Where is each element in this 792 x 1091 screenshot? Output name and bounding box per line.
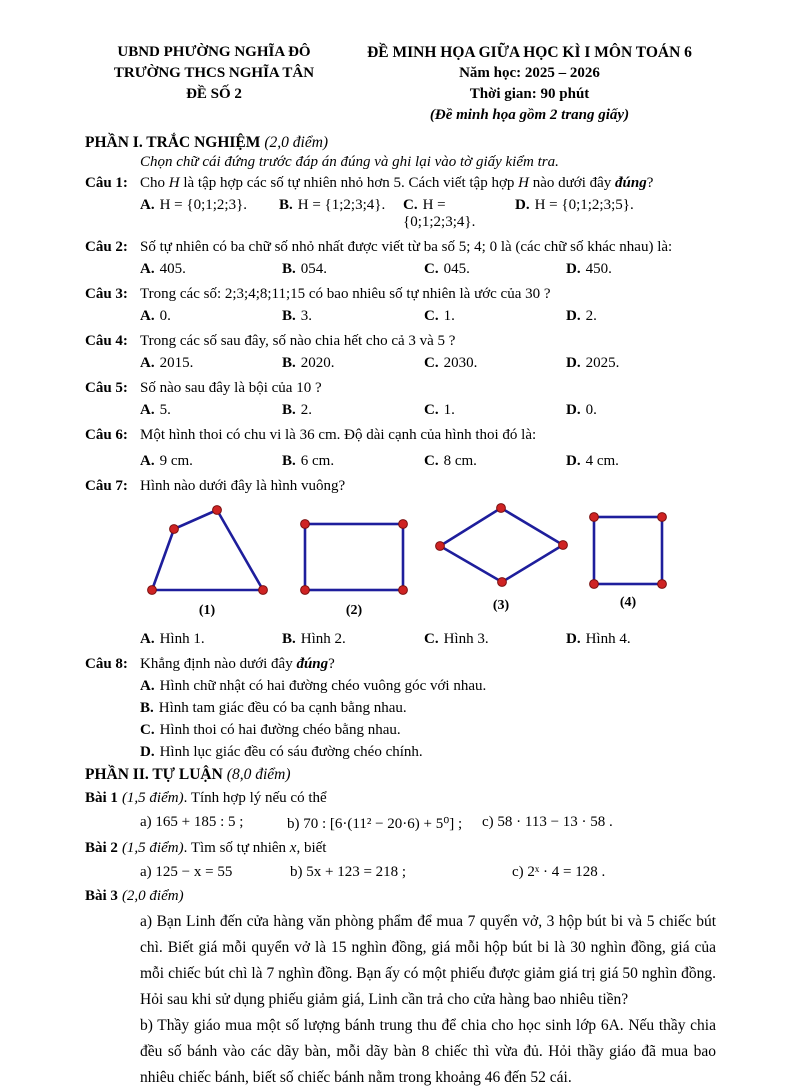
bai-2-item-c: c) 2ˣ · 4 = 128 . (512, 864, 606, 880)
option-d: D. 0. (566, 402, 597, 418)
option-c: C. 1. (424, 402, 455, 418)
option-a: A. H = {0;1;2;3}. (140, 197, 248, 213)
bai-3-heading (85, 888, 716, 905)
figure-label-4: (4) (619, 595, 637, 610)
question-5 (85, 380, 716, 397)
question-6-label: Câu 6: (85, 427, 128, 443)
question-5-text: Số nào sau đây là bội của 10 ? (140, 380, 322, 396)
question-3 (85, 286, 716, 303)
question-4 (85, 333, 716, 350)
bai-1-items (140, 814, 716, 833)
bai-3-points: (2,0 điểm) (121, 888, 184, 904)
school-board: UBND PHƯỜNG NGHĨA ĐÔ (117, 44, 311, 60)
bai-3-paragraph-a: a) Bạn Linh đến cửa hàng văn phòng phẩm để mua 7 quyển vở, 3 hộp bút bi và 5 chiếc bút chì. Biết giá mỗi quyển vở là 15 nghìn đồng, giá mỗi hộp bút bi là 30 nghìn đồng, giá của mỗi chiếc bút chì là 7 nghìn đồng. Bạn ấy có một phiếu được giảm giá trị giá 50 nghìn đồng. Hỏi sau khi sử dụng phiếu giảm giá, Linh cần trả cho cửa hàng bao nhiêu tiền? (140, 913, 716, 1008)
bai-3-paragraph-b: b) Thầy giáo mua một số lượng bánh trung thu để chia cho học sinh lớp 6A. Nếu thầy chia đều số bánh vào các dãy bàn, mỗi dãy bàn 8 chiếc thì vừa đủ. Hỏi thầy giáo đã mua bao nhiêu chiếc bánh, biết số chiếc bánh nằm trong khoảng 46 đến 52 cái. (140, 1017, 716, 1086)
vertex-dot (436, 542, 445, 551)
school-year: Năm học: 2025 – 2026 (459, 65, 600, 81)
vertex-dot (590, 580, 599, 589)
question-8-label: Câu 8: (85, 656, 128, 672)
part1-title: PHẦN I. TRẮC NGHIỆM (85, 134, 261, 151)
vertex-dot (399, 586, 408, 595)
rhombus-shape (440, 508, 563, 582)
bai-2-heading: Bài 2 (1,5 điểm). Tìm số tự nhiên x, biết (85, 840, 327, 856)
option-b: B. H = {1;2;3;4}. (279, 197, 386, 213)
option-a: A. Hình chữ nhật có hai đường chéo vuông góc với nhau. (140, 678, 487, 694)
exam-duration: Thời gian: 90 phút (469, 86, 590, 102)
vertex-dot (658, 513, 667, 522)
option-b: B. 2. (282, 402, 313, 418)
vertex-dot (559, 541, 568, 550)
option-d: D. 450. (566, 261, 612, 277)
question-7-label: Câu 7: (85, 478, 128, 494)
school-name: TRƯỜNG THCS NGHĨA TÂN (113, 65, 315, 81)
question-2 (85, 239, 716, 256)
option-b: B. Hình 2. (282, 631, 346, 647)
question-8-text: Khẳng định nào dưới đây đúng? (140, 656, 335, 672)
question-6-text: Một hình thoi có chu vi là 36 cm. Độ dài cạnh của hình thoi đó là: (140, 427, 537, 443)
question-7 (85, 478, 716, 495)
figure-label-1: (1) (198, 603, 216, 618)
figure-label-3: (3) (492, 598, 510, 613)
bai-3-label: Bài 3 (85, 888, 118, 904)
question-1-text: Cho H là tập hợp các số tự nhiên nhỏ hơn 5. Cách viết tập hợp H nào dưới đây đúng? (140, 175, 654, 191)
vertex-dot (213, 506, 222, 515)
option-a: A. 9 cm. (140, 453, 193, 469)
vertex-dot (497, 504, 506, 513)
question-2-text: Số tự nhiên có ba chữ số nhỏ nhất được viết từ ba số 5; 4; 0 là (các chữ số khác nhau) là: (140, 239, 673, 255)
bai-1-item-c: c) 58 · 113 − 13 · 58 . (482, 814, 613, 830)
question-7-figure (140, 501, 716, 626)
question-5-options (140, 402, 716, 419)
bai-1-label: Bài 1 (85, 790, 118, 806)
option-a: A. 405. (140, 261, 186, 277)
option-b: B. 054. (282, 261, 328, 277)
option-d: D. 4 cm. (566, 453, 619, 469)
option-a: A. 0. (140, 308, 171, 324)
vertex-dot (170, 525, 179, 534)
option-c: C. 8 cm. (424, 453, 477, 469)
vertex-dot (301, 586, 310, 595)
bai-1-item-a: a) 165 + 185 : 5 ; (140, 814, 244, 830)
question-6 (85, 427, 716, 444)
exam-header (85, 42, 716, 126)
figure-label-2: (2) (345, 603, 363, 618)
option-c: C. 045. (424, 261, 470, 277)
question-3-text: Trong các số: 2;3;4;8;11;15 có bao nhiêu số tự nhiên là ước của 30 ? (140, 286, 551, 302)
option-c: C. Hình thoi có hai đường chéo bằng nhau. (140, 722, 401, 738)
option-c: C. 1. (424, 308, 455, 324)
question-1-label: Câu 1: (85, 175, 128, 191)
exam-code: ĐỀ SỐ 2 (186, 86, 242, 102)
part2-title: PHẦN II. TỰ LUẬN (85, 766, 223, 783)
part2-heading (85, 766, 716, 784)
part1-instruction: Chọn chữ cái đứng trước đáp án đúng và ghi lại vào tờ giấy kiểm tra. (140, 154, 559, 170)
question-7-options (140, 631, 716, 648)
exam-title: ĐỀ MINH HỌA GIỮA HỌC KÌ I MÔN TOÁN 6 (367, 44, 692, 61)
part1-heading (85, 134, 716, 152)
question-3-label: Câu 3: (85, 286, 128, 302)
vertex-dot (148, 586, 157, 595)
question-3-options (140, 308, 716, 325)
question-1-options (140, 197, 716, 231)
option-d: D. 2. (566, 308, 597, 324)
bai-2-item-a: a) 125 − x = 55 (140, 864, 233, 880)
bai-2-label: Bài 2 (85, 840, 118, 856)
option-c: C. Hình 3. (424, 631, 489, 647)
option-c: C. 2030. (424, 355, 478, 371)
header-right-block (343, 42, 716, 126)
option-a: A. 2015. (140, 355, 194, 371)
bai-1-intro: . Tính hợp lý nếu có thể (183, 790, 327, 806)
option-d: D. Hình 4. (566, 631, 631, 647)
question-4-options (140, 355, 716, 372)
bai-2-points: (1,5 điểm) (121, 840, 184, 856)
vertex-dot (399, 520, 408, 529)
question-5-label: Câu 5: (85, 380, 128, 396)
option-d: D. Hình lục giác đều có sáu đường chéo chính. (140, 744, 423, 760)
bai-2-item-b: b) 5x + 123 = 218 ; (290, 864, 407, 880)
exam-note: (Đề minh họa gồm 2 trang giấy) (429, 107, 630, 123)
question-2-options (140, 261, 716, 278)
option-a: A. 5. (140, 402, 171, 418)
bai-2-items (140, 864, 716, 881)
question-4-text: Trong các số sau đây, số nào chia hết cho cả 3 và 5 ? (140, 333, 456, 349)
vertex-dot (658, 580, 667, 589)
part2-points: (8,0 điểm) (226, 766, 291, 783)
option-b: B. 6 cm. (282, 453, 335, 469)
option-a: A. Hình 1. (140, 631, 205, 647)
option-b: B. 3. (282, 308, 313, 324)
bai-1-points: (1,5 điểm) (121, 790, 184, 806)
option-b: B. 2020. (282, 355, 335, 371)
option-d: D. H = {0;1;2;3;5}. (515, 197, 634, 213)
bai-1-item-b: b) 70 : [6·(11² − 20·6) + 5⁰] ; (287, 816, 463, 832)
question-8 (85, 656, 716, 673)
question-6-options (140, 453, 716, 470)
option-c: C. H = {0;1;2;3;4}. (403, 197, 476, 230)
bai-2-variable: x (289, 840, 297, 856)
question-4-label: Câu 4: (85, 333, 128, 349)
question-7-text: Hình nào dưới đây là hình vuông? (140, 478, 346, 494)
option-b: B. Hình tam giác đều có ba cạnh bằng nhau. (140, 700, 407, 716)
part1-points: (2,0 điểm) (264, 134, 329, 151)
header-left-block (85, 42, 343, 126)
shapes-figure (140, 501, 720, 621)
bai-2-intro: . Tìm số tự nhiên (183, 840, 290, 856)
rectangle-shape (305, 524, 403, 590)
vertex-dot (590, 513, 599, 522)
question-8-options (140, 678, 716, 761)
option-d: D. 2025. (566, 355, 620, 371)
square-shape (594, 517, 662, 584)
question-1 (85, 175, 716, 192)
quadrilateral-shape (152, 510, 263, 590)
vertex-dot (259, 586, 268, 595)
vertex-dot (301, 520, 310, 529)
vertex-dot (498, 578, 507, 587)
bai-1-heading (85, 790, 716, 807)
question-2-label: Câu 2: (85, 239, 128, 255)
